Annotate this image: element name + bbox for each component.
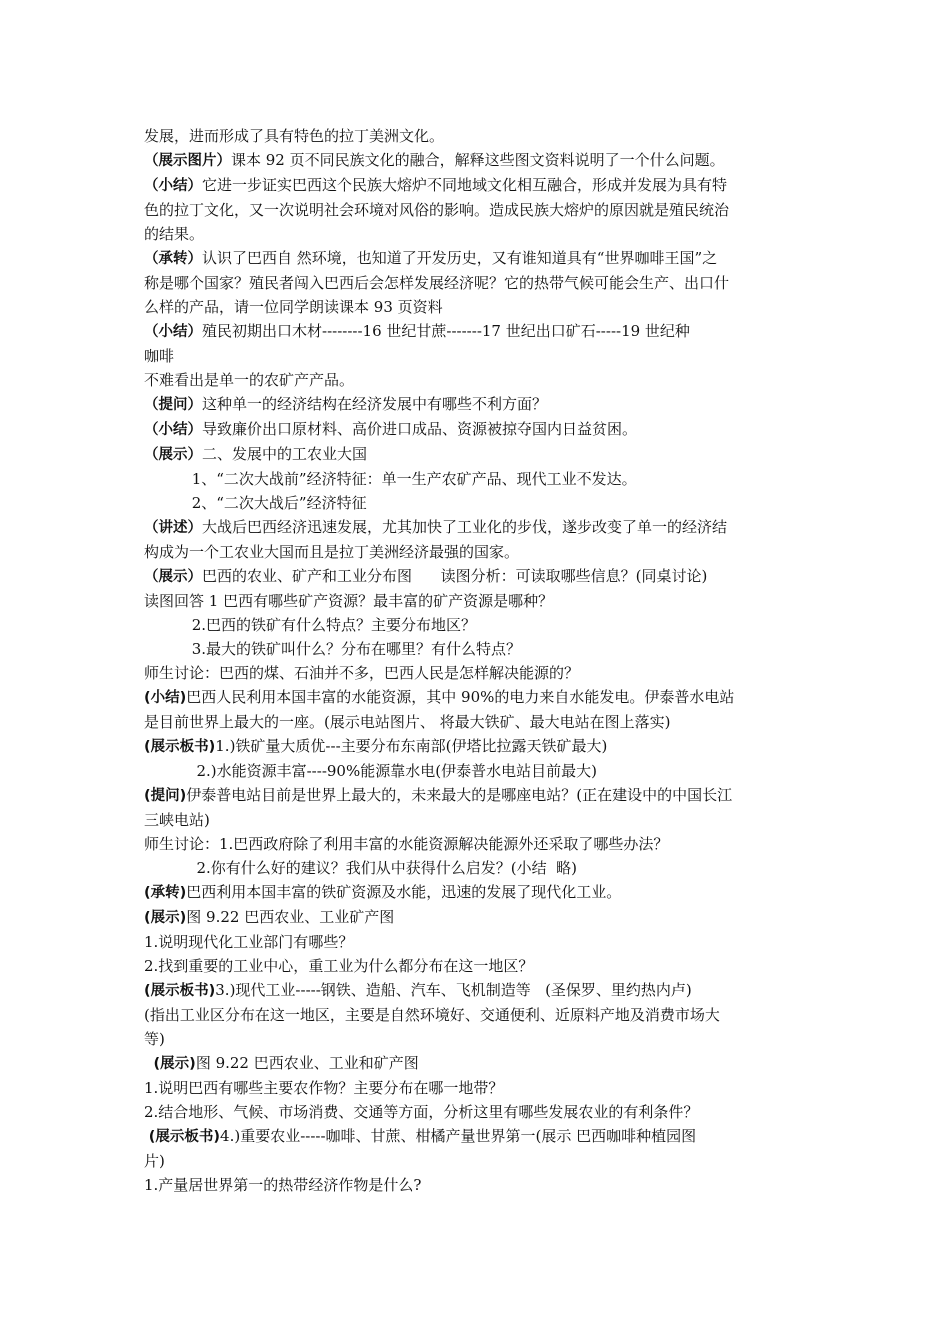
text-line	[144, 173, 810, 198]
text-line	[144, 978, 810, 1003]
section-label: (提问)	[144, 788, 187, 804]
section-label: (展示板书)	[144, 983, 216, 999]
text-line	[144, 124, 810, 148]
section-label: （讲述）	[144, 520, 202, 536]
line-text: 三峡电站)	[144, 811, 210, 829]
text-line	[144, 856, 810, 880]
line-text: 导致廉价出口原材料、高价进口成品、资源被掠夺国内日益贫困。	[202, 420, 638, 438]
text-line	[144, 564, 810, 589]
line-text: 发展，进而形成了具有特色的拉丁美洲文化。	[144, 127, 445, 145]
text-line	[144, 783, 810, 808]
text-line	[144, 344, 810, 368]
text-line	[144, 491, 810, 515]
section-label: （承转）	[144, 251, 202, 267]
text-line	[144, 589, 810, 613]
text-line	[144, 467, 810, 491]
line-text: 1.产量居世界第一的热带经济作物是什么?	[144, 1176, 422, 1194]
line-text: 图 9.22 巴西农业、工业和矿产图	[195, 1054, 419, 1072]
text-line	[144, 392, 810, 417]
text-line	[144, 954, 810, 978]
line-text: 1.说明巴西有哪些主要农作物？主要分布在哪一地带？	[144, 1079, 504, 1097]
text-line	[144, 661, 810, 685]
line-text: 殖民初期出口木材--------16 世纪甘蔗-------17 世纪出口矿石-----19 世纪种	[202, 322, 690, 340]
line-text: 图 9.22 巴西农业、工业矿产图	[186, 908, 395, 926]
line-text: 伊泰普电站目前是世界上最大的，未来最大的是哪座电站？(正在建设中的中国长江	[186, 786, 733, 804]
line-text: 的结果。	[144, 225, 205, 243]
line-text: 这种单一的经济结构在经济发展中有哪些不利方面？	[202, 395, 548, 413]
line-text: 是目前世界上最大的一座。(展示电站图片、 将最大铁矿、最大电站在图上落实)	[144, 713, 671, 731]
line-text: 巴西的农业、矿产和工业分布图 读图分析：可读取哪些信息？(同桌讨论)	[202, 567, 708, 585]
line-text: 1.)铁矿量大质优---主要分布东南部(伊塔比拉露天铁矿最大)	[215, 737, 608, 755]
text-line	[144, 930, 810, 954]
line-text: (指出工业区分布在这一地区，主要是自然环境好、交通便利、近原料产地及消费市场大	[144, 1006, 720, 1024]
line-text: 2.)水能资源丰富----90%能源靠水电(伊泰普水电站目前最大)	[144, 762, 597, 780]
text-line	[144, 1076, 810, 1100]
line-text: 师生讨论：巴西的煤、石油并不多，巴西人民是怎样解决能源的？	[144, 664, 580, 682]
section-label: (承转)	[144, 885, 187, 901]
line-text: 咖啡	[144, 347, 175, 365]
text-line	[144, 417, 810, 442]
text-line	[144, 710, 810, 734]
line-text: 认识了巴西自 然环境，也知道了开发历史，又有谁知道具有“世界咖啡王国”之	[202, 249, 718, 267]
text-line	[144, 734, 810, 759]
section-label: （小结）	[144, 422, 202, 438]
section-label: (展示板书)	[144, 739, 216, 755]
text-line	[144, 198, 810, 222]
text-line	[144, 1124, 810, 1149]
line-text: 1.说明现代化工业部门有哪些？	[144, 933, 354, 951]
lesson-text-block	[144, 124, 810, 1197]
text-line	[144, 905, 810, 930]
line-text: 2.巴西的铁矿有什么特点？主要分布地区？	[144, 616, 477, 634]
text-line	[144, 759, 810, 783]
line-text: 称是哪个国家？殖民者闯入巴西后会怎样发展经济呢？它的热带气候可能会生产、出口什	[144, 274, 730, 292]
line-text: 3.)现代工业-----钢铁、造船、汽车、飞机制造等 (圣保罗、里约热内卢)	[215, 981, 692, 999]
text-line	[144, 368, 810, 392]
text-line	[144, 880, 810, 905]
line-text: 2.结合地形、气候、市场消费、交通等方面，分析这里有哪些发展农业的有利条件？	[144, 1103, 699, 1121]
text-line	[144, 1027, 810, 1051]
text-line	[144, 442, 810, 467]
line-text: 师生讨论：1.巴西政府除了利用丰富的水能资源解决能源外还采取了哪些办法？	[144, 835, 669, 853]
text-line	[144, 246, 810, 271]
line-text: 读图回答 1 巴西有哪些矿产资源？最丰富的矿产资源是哪种？	[144, 592, 554, 610]
section-label: (小结)	[144, 690, 187, 706]
section-label: （展示）	[144, 447, 202, 463]
section-label: （提问）	[144, 397, 202, 413]
line-text: 3.最大的铁矿叫什么？分布在哪里？有什么特点？	[144, 640, 522, 658]
text-line	[144, 637, 810, 661]
section-label: （展示图片）	[144, 153, 231, 169]
text-line	[144, 1173, 810, 1197]
line-text: 巴西利用本国丰富的铁矿资源及水能，迅速的发展了现代化工业。	[186, 883, 622, 901]
line-text: 二、发展中的工农业大国	[202, 445, 368, 463]
text-line	[144, 685, 810, 710]
line-text: 片)	[144, 1152, 165, 1170]
line-text: 1、“二次大战前”经济特征：单一生产农矿产品、现代工业不发达。	[144, 470, 637, 488]
line-text: 2、“二次大战后”经济特征	[144, 494, 367, 512]
text-line	[144, 1100, 810, 1124]
line-text: 巴西人民利用本国丰富的水能资源，其中 90%的电力来自水能发电。伊泰普水电站	[186, 688, 735, 706]
text-line	[144, 540, 810, 564]
line-text: 课本 92 页不同民族文化的融合，解释这些图文资料说明了一个什么问题。	[231, 151, 725, 169]
text-line	[144, 613, 810, 637]
line-text: 构成为一个工农业大国而且是拉丁美洲经济最强的国家。	[144, 543, 520, 561]
text-line	[144, 1149, 810, 1173]
text-line	[144, 222, 810, 246]
section-label: (展示板书)	[148, 1129, 221, 1145]
line-text: 4.)重要农业-----咖啡、甘蔗、柑橘产量世界第一(展示 巴西咖啡种植园图	[220, 1127, 697, 1145]
text-line	[144, 515, 810, 540]
text-line	[144, 295, 810, 319]
line-text: 色的拉丁文化，又一次说明社会环境对风俗的影响。造成民族大熔炉的原因就是殖民统治	[144, 201, 730, 219]
text-line	[144, 1051, 810, 1076]
section-label: (展示)	[144, 910, 187, 926]
line-text: 等)	[144, 1030, 165, 1048]
line-text	[144, 1054, 154, 1072]
line-text: 它进一步证实巴西这个民族大熔炉不同地域文化相互融合，形成并发展为具有特	[202, 176, 728, 194]
line-text: 么样的产品，请一位同学朗读课本 93 页资料	[144, 298, 443, 316]
section-label: （小结）	[144, 178, 202, 194]
text-line	[144, 271, 810, 295]
text-line	[144, 148, 810, 173]
section-label: （小结）	[144, 324, 202, 340]
section-label: (展示)	[153, 1056, 196, 1072]
section-label: （展示）	[144, 569, 202, 585]
text-line	[144, 832, 810, 856]
line-text: 2.找到重要的工业中心，重工业为什么都分布在这一地区？	[144, 957, 534, 975]
text-line	[144, 319, 810, 344]
line-text: 大战后巴西经济迅速发展，尤其加快了工业化的步伐，遂步改变了单一的经济结	[202, 518, 728, 536]
line-text: 不难看出是单一的农矿产产品。	[144, 371, 355, 389]
line-text: 2.你有什么好的建议？我们从中获得什么启发？(小结 略)	[144, 859, 578, 877]
text-line	[144, 1003, 810, 1027]
text-line	[144, 808, 810, 832]
